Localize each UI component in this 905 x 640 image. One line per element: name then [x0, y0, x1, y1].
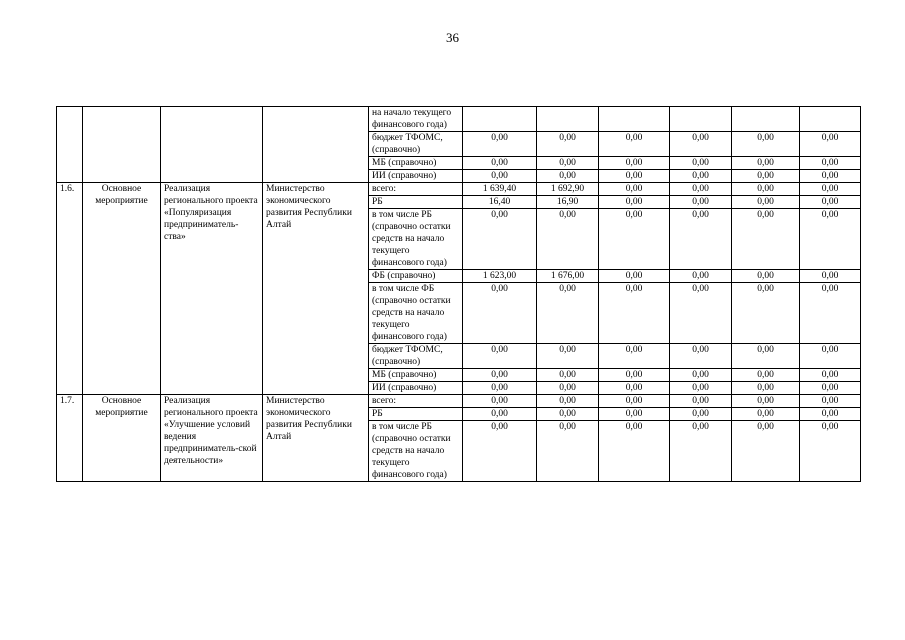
amount-cell: 0,00: [599, 283, 670, 344]
amount-cell: 0,00: [599, 382, 670, 395]
amount-cell: 0,00: [800, 209, 861, 270]
funding-source: бюджет ТФОМС, (справочно): [369, 132, 463, 157]
amount-cell: 0,00: [599, 270, 670, 283]
amount-cell: 1 676,00: [537, 270, 599, 283]
amount-cell: 16,40: [463, 196, 537, 209]
amount-cell: 0,00: [463, 395, 537, 408]
amount-cell: 0,00: [463, 344, 537, 369]
amount-cell: 0,00: [537, 369, 599, 382]
amount-cell: 0,00: [732, 382, 800, 395]
item-name: Реализация регионального проекта «Улучшение условий ведения предприниматель-ской деятельности»: [161, 395, 263, 482]
amount-cell: 0,00: [463, 408, 537, 421]
funding-source: РБ: [369, 196, 463, 209]
amount-cell: 0,00: [670, 132, 732, 157]
amount-cell: 0,00: [732, 270, 800, 283]
amount-cell: 0,00: [732, 408, 800, 421]
funding-source: ИИ (справочно): [369, 382, 463, 395]
amount-cell: [800, 107, 861, 132]
amount-cell: 0,00: [599, 196, 670, 209]
funding-source: МБ (справочно): [369, 369, 463, 382]
amount-cell: 0,00: [463, 369, 537, 382]
item-kind: Основное мероприятие: [83, 395, 161, 482]
item-name: [161, 107, 263, 183]
item-number: [57, 107, 83, 183]
amount-cell: 0,00: [599, 421, 670, 482]
amount-cell: 0,00: [670, 157, 732, 170]
amount-cell: 0,00: [463, 382, 537, 395]
amount-cell: 0,00: [732, 196, 800, 209]
amount-cell: 0,00: [537, 395, 599, 408]
amount-cell: 0,00: [670, 369, 732, 382]
amount-cell: 0,00: [463, 209, 537, 270]
page-number: 36: [446, 30, 459, 45]
amount-cell: 0,00: [599, 344, 670, 369]
amount-cell: 0,00: [537, 170, 599, 183]
amount-cell: 0,00: [599, 395, 670, 408]
table-row: [57, 107, 861, 132]
amount-cell: 0,00: [800, 344, 861, 369]
amount-cell: 0,00: [800, 395, 861, 408]
item-executor: [263, 107, 369, 183]
amount-cell: 0,00: [732, 283, 800, 344]
amount-cell: 1 623,00: [463, 270, 537, 283]
funding-source: МБ (справочно): [369, 157, 463, 170]
amount-cell: 0,00: [670, 408, 732, 421]
amount-cell: [670, 107, 732, 132]
funding-source: в том числе РБ (справочно остатки средств на начало текущего финансового года): [369, 421, 463, 482]
amount-cell: 0,00: [670, 209, 732, 270]
amount-cell: 0,00: [599, 132, 670, 157]
amount-cell: [537, 107, 599, 132]
amount-cell: 0,00: [800, 270, 861, 283]
funding-source: бюджет ТФОМС, (справочно): [369, 344, 463, 369]
amount-cell: 0,00: [537, 421, 599, 482]
item-kind: [83, 107, 161, 183]
amount-cell: 0,00: [800, 421, 861, 482]
amount-cell: 0,00: [537, 132, 599, 157]
amount-cell: 0,00: [670, 382, 732, 395]
amount-cell: 0,00: [670, 183, 732, 196]
funding-source: в том числе РБ (справочно остатки средств на начало текущего финансового года): [369, 209, 463, 270]
amount-cell: 0,00: [670, 344, 732, 369]
financing-table: [56, 106, 861, 482]
amount-cell: 0,00: [670, 421, 732, 482]
item-kind: Основное мероприятие: [83, 183, 161, 395]
funding-source: ФБ (справочно): [369, 270, 463, 283]
amount-cell: 0,00: [537, 382, 599, 395]
item-executor: Министерство экономического развития Республики Алтай: [263, 183, 369, 395]
amount-cell: 0,00: [670, 270, 732, 283]
item-executor: Министерство экономического развития Республики Алтай: [263, 395, 369, 482]
amount-cell: 1 692,90: [537, 183, 599, 196]
amount-cell: 0,00: [599, 170, 670, 183]
amount-cell: 0,00: [800, 157, 861, 170]
amount-cell: 0,00: [537, 209, 599, 270]
funding-source: РБ: [369, 408, 463, 421]
amount-cell: 0,00: [732, 157, 800, 170]
table-row: [57, 183, 861, 196]
amount-cell: 0,00: [599, 183, 670, 196]
amount-cell: 0,00: [670, 170, 732, 183]
amount-cell: 0,00: [670, 395, 732, 408]
amount-cell: 0,00: [800, 283, 861, 344]
amount-cell: 0,00: [463, 421, 537, 482]
amount-cell: 0,00: [800, 170, 861, 183]
amount-cell: 0,00: [800, 382, 861, 395]
item-number: 1.6.: [57, 183, 83, 395]
amount-cell: 0,00: [599, 209, 670, 270]
item-name: Реализация регионального проекта «Популяризация предприниматель-ства»: [161, 183, 263, 395]
amount-cell: 0,00: [732, 170, 800, 183]
amount-cell: 0,00: [537, 408, 599, 421]
table-row: [57, 395, 861, 408]
amount-cell: 0,00: [670, 196, 732, 209]
funding-source: всего:: [369, 183, 463, 196]
table-body: [57, 107, 861, 482]
funding-source: всего:: [369, 395, 463, 408]
funding-source: на начало текущего финансового года): [369, 107, 463, 132]
amount-cell: 0,00: [732, 132, 800, 157]
amount-cell: [599, 107, 670, 132]
amount-cell: 0,00: [800, 408, 861, 421]
amount-cell: 0,00: [599, 369, 670, 382]
amount-cell: 0,00: [800, 196, 861, 209]
amount-cell: 16,90: [537, 196, 599, 209]
funding-source: ИИ (справочно): [369, 170, 463, 183]
amount-cell: 0,00: [537, 344, 599, 369]
amount-cell: 0,00: [732, 183, 800, 196]
amount-cell: 0,00: [732, 369, 800, 382]
amount-cell: 0,00: [537, 283, 599, 344]
amount-cell: 0,00: [732, 344, 800, 369]
amount-cell: 0,00: [732, 395, 800, 408]
amount-cell: 0,00: [599, 157, 670, 170]
item-number: 1.7.: [57, 395, 83, 482]
amount-cell: 0,00: [463, 283, 537, 344]
amount-cell: 1 639,40: [463, 183, 537, 196]
amount-cell: 0,00: [800, 369, 861, 382]
amount-cell: 0,00: [463, 170, 537, 183]
funding-source: в том числе ФБ (справочно остатки средств на начало текущего финансового года): [369, 283, 463, 344]
amount-cell: [463, 107, 537, 132]
amount-cell: 0,00: [800, 132, 861, 157]
amount-cell: 0,00: [800, 183, 861, 196]
amount-cell: [732, 107, 800, 132]
amount-cell: 0,00: [463, 132, 537, 157]
amount-cell: 0,00: [732, 209, 800, 270]
amount-cell: 0,00: [537, 157, 599, 170]
amount-cell: 0,00: [599, 408, 670, 421]
amount-cell: 0,00: [670, 283, 732, 344]
amount-cell: 0,00: [463, 157, 537, 170]
amount-cell: 0,00: [732, 421, 800, 482]
